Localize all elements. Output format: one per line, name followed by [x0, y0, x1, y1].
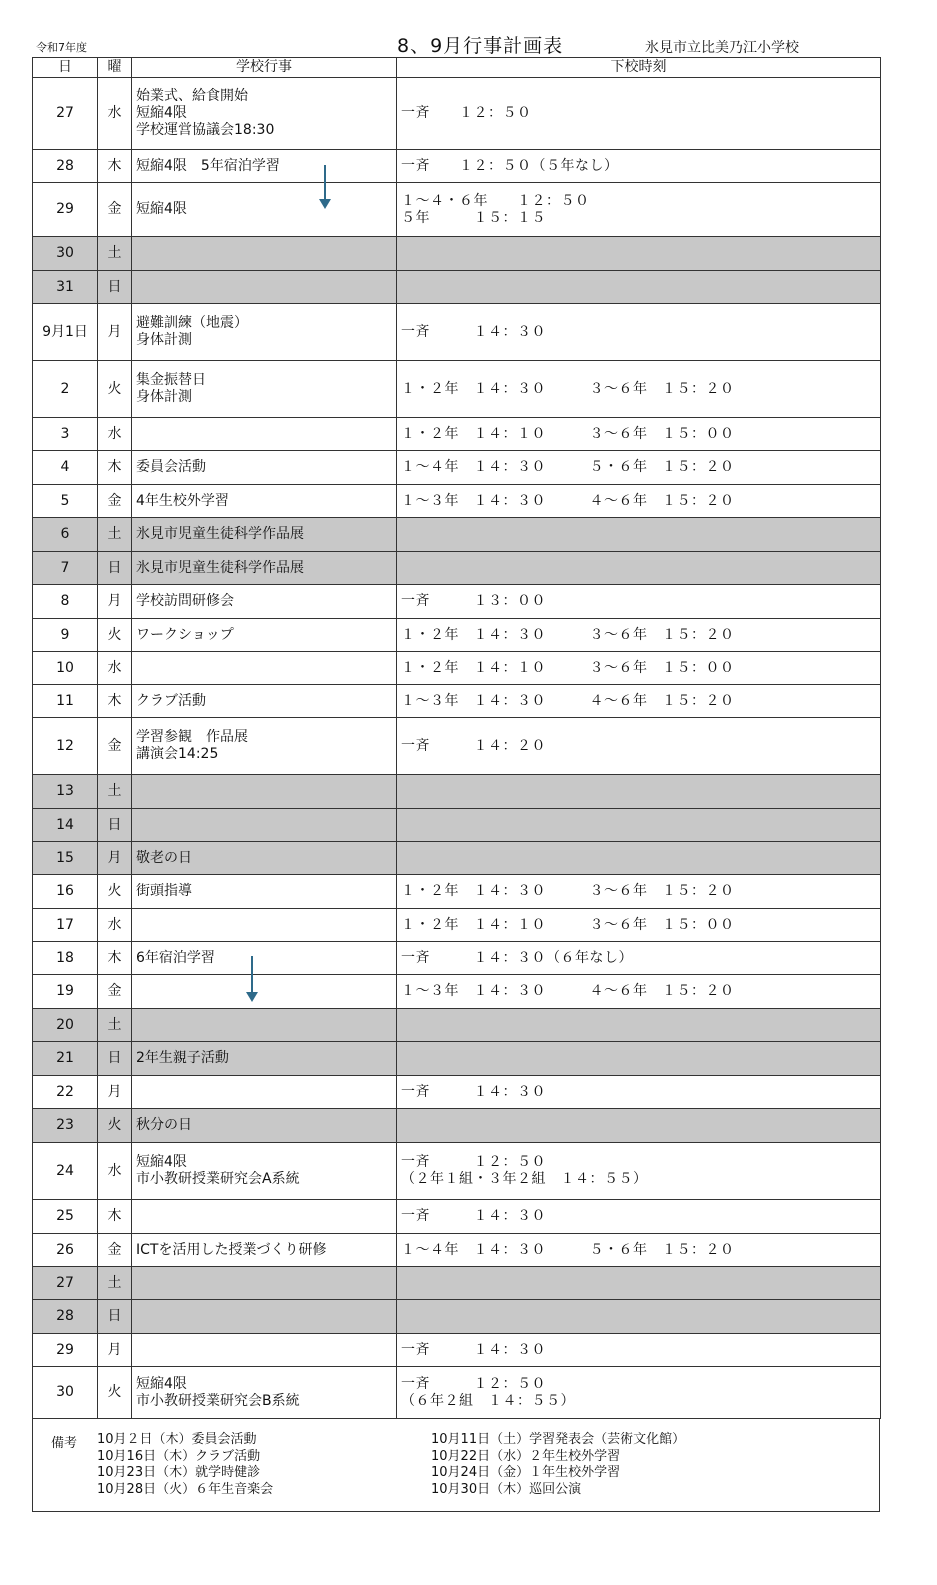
day-cell: 27: [33, 78, 98, 150]
table-row: [33, 775, 881, 809]
table-row: [33, 1042, 881, 1076]
remark-item: 10月16日（木）クラブ活動: [97, 1448, 261, 1464]
events-cell: [132, 78, 397, 150]
events-cell: [132, 1109, 397, 1143]
dismissal-cell: [397, 1200, 881, 1234]
weekday-cell: 金: [98, 718, 132, 775]
table-row: [33, 685, 881, 718]
dismissal-cell: [397, 150, 881, 183]
remarks-label: 備考: [51, 1436, 78, 1451]
event-line: 短縮4限: [136, 105, 187, 121]
day-cell: 12: [33, 718, 98, 775]
day-cell: 9月1日: [33, 304, 98, 361]
events-cell: [132, 1200, 397, 1234]
dismissal-line: 一斉 １３：００: [401, 593, 546, 609]
dismissal-line: １・２年 １４：３０ ３～６年 １５：２０: [401, 883, 735, 899]
dismissal-cell: [397, 718, 881, 775]
weekday-cell: 金: [98, 485, 132, 518]
dismissal-line: １～４年 １４：３０ ５・６年 １５：２０: [401, 459, 735, 475]
events-cell: [132, 975, 397, 1009]
dismissal-line: １～４年 １４：３０ ５・６年 １５：２０: [401, 1241, 735, 1258]
table-row: [33, 78, 881, 150]
dismissal-cell: [397, 942, 881, 975]
dismissal-line: 一斉 １４：３０: [401, 1208, 546, 1224]
events-cell: [132, 451, 397, 485]
weekday-cell: 水: [98, 418, 132, 451]
school-name: 氷見市立比美乃江小学校: [645, 40, 799, 56]
event-line: 短縮4限: [136, 201, 187, 217]
dismissal-line: （２年１組・３年２組 １４：５５）: [401, 1171, 648, 1187]
event-line: 氷見市児童生徒科学作品展: [136, 526, 304, 542]
page-title: 8、9月行事計画表: [397, 35, 564, 57]
weekday-cell: 日: [98, 1300, 132, 1334]
events-cell: [132, 1300, 397, 1334]
day-cell: 22: [33, 1076, 98, 1109]
weekday-cell: 土: [98, 1267, 132, 1300]
dismissal-line: 一斉 １４：３０: [401, 1083, 546, 1100]
dismissal-line: １・２年 １４：３０ ３～６年 １５：２０: [401, 626, 735, 643]
events-cell: [132, 942, 397, 975]
table-row: [33, 875, 881, 909]
weekday-cell: 土: [98, 775, 132, 809]
dismissal-cell: [397, 1300, 881, 1334]
event-line: 秋分の日: [136, 1117, 192, 1133]
events-cell: [132, 518, 397, 552]
day-cell: 20: [33, 1009, 98, 1042]
weekday-cell: 火: [98, 361, 132, 418]
table-row: [33, 1109, 881, 1143]
day-cell: 6: [33, 518, 98, 552]
table-row: [33, 842, 881, 875]
events-cell: [132, 619, 397, 652]
day-cell: 16: [33, 875, 98, 909]
dismissal-cell: [397, 842, 881, 875]
dismissal-cell: [397, 585, 881, 619]
table-row: [33, 1300, 881, 1334]
dismissal-cell: [397, 361, 881, 418]
header-dismissal: 下校時刻: [397, 58, 881, 78]
weekday-cell: 金: [98, 975, 132, 1009]
weekday-cell: 火: [98, 1109, 132, 1143]
remark-item: 10月22日（水）２年生校外学習: [431, 1448, 621, 1464]
header-weekday: 曜: [98, 58, 132, 78]
event-line: 街頭指導: [136, 883, 192, 899]
remark-item: 10月２日（木）委員会活動: [97, 1432, 257, 1447]
dismissal-cell: [397, 1367, 881, 1419]
weekday-cell: 水: [98, 78, 132, 150]
event-line: ワークショップ: [136, 626, 234, 643]
event-line: 短縮4限: [136, 1154, 187, 1170]
table-row: [33, 619, 881, 652]
dismissal-cell: [397, 237, 881, 271]
schedule-body: [33, 78, 881, 1419]
table-row: [33, 809, 881, 842]
day-cell: 8: [33, 585, 98, 619]
table-row: [33, 1200, 881, 1234]
event-line: 学習参観 作品展: [136, 729, 248, 745]
weekday-cell: 木: [98, 451, 132, 485]
dismissal-cell: [397, 1009, 881, 1042]
table-row: [33, 485, 881, 518]
dismissal-line: １・２年 １４：１０ ３～６年 １５：００: [401, 916, 735, 933]
dismissal-cell: [397, 909, 881, 942]
down-arrow-icon: [319, 165, 331, 209]
day-cell: 28: [33, 150, 98, 183]
dismissal-cell: [397, 183, 881, 237]
dismissal-line: １～３年 １４：３０ ４～６年 １５：２０: [401, 692, 735, 709]
weekday-cell: 木: [98, 942, 132, 975]
weekday-cell: 水: [98, 909, 132, 942]
table-row: [33, 271, 881, 304]
table-row: [33, 418, 881, 451]
day-cell: 23: [33, 1109, 98, 1143]
table-row: [33, 552, 881, 585]
events-cell: [132, 1009, 397, 1042]
events-cell: [132, 718, 397, 775]
table-row: [33, 237, 881, 271]
day-cell: 29: [33, 1334, 98, 1367]
weekday-cell: 日: [98, 809, 132, 842]
weekday-cell: 金: [98, 183, 132, 237]
event-line: 4年生校外学習: [136, 492, 229, 509]
remark-item: 10月11日（土）学習発表会（芸術文化館）: [431, 1432, 686, 1447]
weekday-cell: 木: [98, 1200, 132, 1234]
dismissal-cell: [397, 685, 881, 718]
table-row: [33, 1076, 881, 1109]
weekday-cell: 土: [98, 237, 132, 271]
dismissal-line: １・２年 １４：１０ ３～６年 １５：００: [401, 425, 735, 442]
day-cell: 14: [33, 809, 98, 842]
dismissal-line: １～３年 １４：３０ ４～６年 １５：２０: [401, 983, 735, 999]
dismissal-cell: [397, 1076, 881, 1109]
remarks-section: [32, 1418, 880, 1512]
event-line: 短縮4限: [136, 1375, 187, 1392]
weekday-cell: 土: [98, 1009, 132, 1042]
dismissal-line: 一斉 １２：５０: [401, 1375, 546, 1392]
weekday-cell: 日: [98, 1042, 132, 1076]
table-header-row: [33, 58, 881, 78]
table-row: [33, 909, 881, 942]
events-cell: [132, 842, 397, 875]
weekday-cell: 火: [98, 619, 132, 652]
table-row: [33, 361, 881, 418]
events-cell: [132, 237, 397, 271]
events-cell: [132, 1076, 397, 1109]
dismissal-cell: [397, 418, 881, 451]
events-cell: [132, 652, 397, 685]
events-cell: [132, 485, 397, 518]
event-line: 氷見市児童生徒科学作品展: [136, 559, 304, 576]
events-cell: [132, 304, 397, 361]
event-line: 身体計測: [136, 332, 192, 348]
events-cell: [132, 909, 397, 942]
dismissal-cell: [397, 652, 881, 685]
events-cell: [132, 685, 397, 718]
day-cell: 3: [33, 418, 98, 451]
event-line: 避難訓練（地震）: [136, 315, 248, 331]
dismissal-cell: [397, 775, 881, 809]
events-cell: [132, 361, 397, 418]
event-line: 身体計測: [136, 389, 192, 405]
weekday-cell: 水: [98, 1143, 132, 1200]
event-line: 6年宿泊学習: [136, 949, 215, 966]
dismissal-line: １～４・６年 １２：５０: [401, 192, 590, 209]
event-line: 講演会14:25: [136, 746, 219, 762]
weekday-cell: 日: [98, 271, 132, 304]
day-cell: 27: [33, 1267, 98, 1300]
events-cell: [132, 418, 397, 451]
weekday-cell: 火: [98, 875, 132, 909]
day-cell: 7: [33, 552, 98, 585]
weekday-cell: 日: [98, 552, 132, 585]
day-cell: 17: [33, 909, 98, 942]
weekday-cell: 木: [98, 685, 132, 718]
day-cell: 26: [33, 1234, 98, 1267]
day-cell: 24: [33, 1143, 98, 1200]
table-row: [33, 518, 881, 552]
dismissal-cell: [397, 619, 881, 652]
weekday-cell: 月: [98, 304, 132, 361]
day-cell: 10: [33, 652, 98, 685]
event-line: ICTを活用した授業づくり研修: [136, 1241, 327, 1258]
events-cell: [132, 271, 397, 304]
events-cell: [132, 775, 397, 809]
event-line: 学校運営協議会18:30: [136, 122, 275, 138]
day-cell: 31: [33, 271, 98, 304]
events-cell: [132, 1267, 397, 1300]
dismissal-line: 一斉 １４：３０: [401, 1341, 546, 1358]
table-row: [33, 1267, 881, 1300]
dismissal-line: １～３年 １４：３０ ４～６年 １５：２０: [401, 492, 735, 509]
table-row: [33, 150, 881, 183]
remark-item: 10月30日（木）巡回公演: [431, 1481, 582, 1497]
event-line: 短縮4限 5年宿泊学習: [136, 157, 280, 174]
schedule-table: [32, 57, 881, 1419]
table-row: [33, 585, 881, 619]
dismissal-line: １・２年 １４：１０ ３～６年 １５：００: [401, 659, 735, 676]
weekday-cell: 金: [98, 1234, 132, 1267]
dismissal-line: 一斉 １４：３０（６年なし）: [401, 949, 633, 966]
dismissal-cell: [397, 485, 881, 518]
table-row: [33, 1367, 881, 1419]
event-line: 学校訪問研修会: [136, 593, 234, 609]
table-row: [33, 1334, 881, 1367]
events-cell: [132, 1042, 397, 1076]
weekday-cell: 火: [98, 1367, 132, 1419]
day-cell: 9: [33, 619, 98, 652]
day-cell: 21: [33, 1042, 98, 1076]
event-line: 集金振替日: [136, 372, 206, 388]
events-cell: [132, 585, 397, 619]
day-cell: 5: [33, 485, 98, 518]
day-cell: 29: [33, 183, 98, 237]
day-cell: 2: [33, 361, 98, 418]
dismissal-cell: [397, 809, 881, 842]
weekday-cell: 月: [98, 842, 132, 875]
dismissal-line: 一斉 １２：５０（５年なし）: [401, 157, 619, 174]
dismissal-cell: [397, 78, 881, 150]
remark-item: 10月24日（金）１年生校外学習: [431, 1465, 621, 1480]
event-line: 始業式、給食開始: [136, 88, 248, 104]
dismissal-line: ５年 １５：１５: [401, 209, 546, 226]
fiscal-year-label: 令和7年度: [36, 41, 87, 54]
remarks-left-column: [97, 1432, 273, 1498]
remark-item: 10月23日（木）就学時健診: [97, 1465, 261, 1480]
events-cell: [132, 809, 397, 842]
weekday-cell: 木: [98, 150, 132, 183]
dismissal-cell: [397, 1109, 881, 1143]
day-cell: 19: [33, 975, 98, 1009]
table-row: [33, 451, 881, 485]
header-events: 学校行事: [132, 58, 397, 78]
dismissal-cell: [397, 304, 881, 361]
weekday-cell: 月: [98, 1076, 132, 1109]
dismissal-cell: [397, 552, 881, 585]
dismissal-line: 一斉 １４：２０: [401, 737, 546, 754]
weekday-cell: 水: [98, 652, 132, 685]
dismissal-cell: [397, 451, 881, 485]
header-day: 日: [33, 58, 98, 78]
events-cell: [132, 1334, 397, 1367]
events-cell: [132, 1143, 397, 1200]
dismissal-cell: [397, 1143, 881, 1200]
dismissal-line: （６年２組 １４：５５）: [401, 1392, 575, 1409]
day-cell: 28: [33, 1300, 98, 1334]
event-line: 2年生親子活動: [136, 1050, 229, 1066]
dismissal-cell: [397, 1234, 881, 1267]
event-line: 敬老の日: [136, 849, 192, 866]
day-cell: 30: [33, 237, 98, 271]
events-cell: [132, 183, 397, 237]
table-row: [33, 942, 881, 975]
dismissal-cell: [397, 1334, 881, 1367]
day-cell: 25: [33, 1200, 98, 1234]
day-cell: 15: [33, 842, 98, 875]
weekday-cell: 土: [98, 518, 132, 552]
events-cell: [132, 150, 397, 183]
dismissal-cell: [397, 518, 881, 552]
day-cell: 4: [33, 451, 98, 485]
table-row: [33, 975, 881, 1009]
events-cell: [132, 1234, 397, 1267]
events-cell: [132, 552, 397, 585]
dismissal-line: １・２年 １４：３０ ３～６年 １５：２０: [401, 380, 735, 397]
dismissal-line: 一斉 １２：５０: [401, 1154, 546, 1170]
dismissal-line: 一斉 １４：３０: [401, 323, 546, 340]
table-row: [33, 1143, 881, 1200]
event-line: 市小教研授業研究会B系統: [136, 1392, 300, 1409]
day-cell: 18: [33, 942, 98, 975]
table-row: [33, 1009, 881, 1042]
day-cell: 11: [33, 685, 98, 718]
down-arrow-icon: [246, 956, 258, 1002]
event-line: 市小教研授業研究会A系統: [136, 1171, 300, 1187]
table-row: [33, 652, 881, 685]
weekday-cell: 月: [98, 1334, 132, 1367]
events-cell: [132, 875, 397, 909]
dismissal-cell: [397, 975, 881, 1009]
dismissal-cell: [397, 1042, 881, 1076]
event-line: クラブ活動: [136, 692, 206, 709]
table-row: [33, 183, 881, 237]
dismissal-cell: [397, 1267, 881, 1300]
table-row: [33, 1234, 881, 1267]
table-row: [33, 718, 881, 775]
dismissal-cell: [397, 875, 881, 909]
remark-item: 10月28日（火）６年生音楽会: [97, 1481, 274, 1497]
remarks-right-column: [431, 1432, 685, 1498]
dismissal-cell: [397, 271, 881, 304]
weekday-cell: 月: [98, 585, 132, 619]
dismissal-line: 一斉 １２：５０: [401, 105, 532, 121]
day-cell: 30: [33, 1367, 98, 1419]
day-cell: 13: [33, 775, 98, 809]
table-row: [33, 304, 881, 361]
events-cell: [132, 1367, 397, 1419]
event-line: 委員会活動: [136, 459, 206, 475]
